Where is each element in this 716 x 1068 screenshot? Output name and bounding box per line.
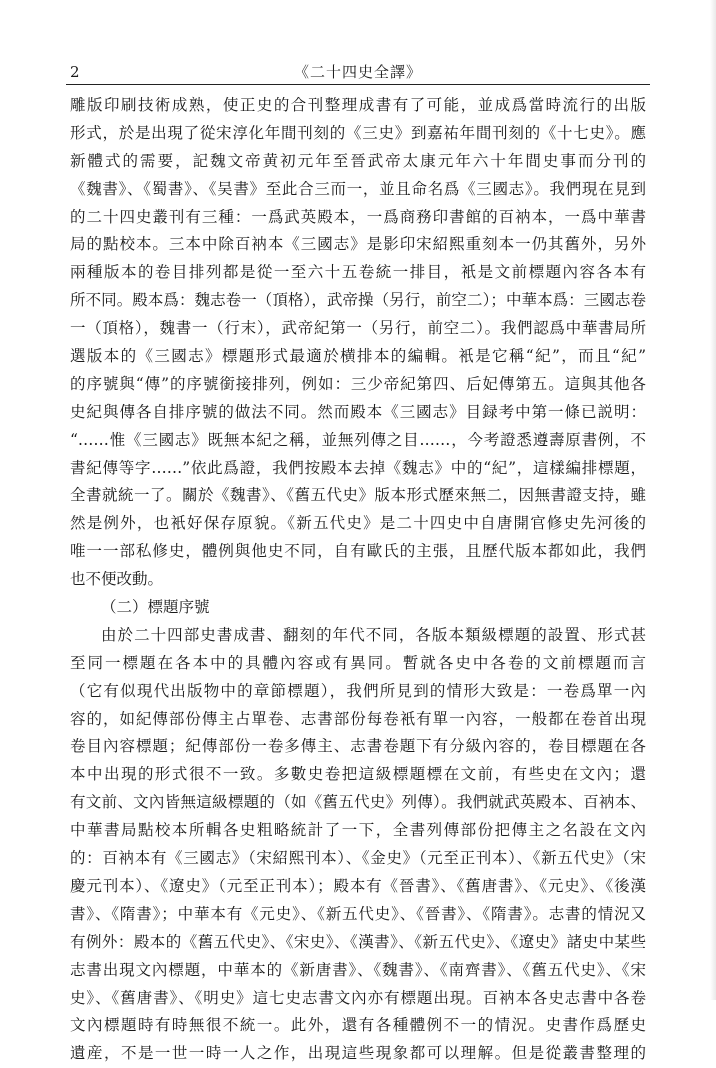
text-line: 的：百衲本有《三國志》（宋紹熙刊本）、《金史》（元至正刊本）、《新五代史》（宋	[70, 849, 646, 868]
text-line: 慶元刊本）、《遼史》（元至正刊本）；殿本有《晉書》、《舊唐書》、《元史》、《後漢	[70, 876, 646, 895]
text-line: 形式，於是出現了從宋淳化年間刊刻的《三史》到嘉祐年間刊刻的《十七史》。應	[70, 123, 646, 142]
text-line: 史紀與傳各自排序號的做法不同。然而殿本《三國志》目録考中第一條已説明：	[70, 402, 646, 421]
text-line: 選版本的《三國志》標題形式最適於横排本的編輯。衹是它稱“紀”，而且“紀”	[70, 347, 646, 366]
text-line: 中華書局點校本所輯各史粗略統計了一下，全書列傳部份把傳主之名設在文內	[70, 821, 646, 840]
running-title: 《二十四史全譯》	[293, 63, 422, 81]
text-line: 史》、《舊唐書》、《明史》這七史志書文內亦有標題出現。百衲本各史志書中各卷	[70, 988, 646, 1007]
page-edge-shadow	[710, 0, 716, 1000]
text-line: 兩種版本的卷目排列都是從一至六十五卷統一排目，衹是文前標題內容各本有	[70, 263, 646, 282]
text-line: 本中出現的形式很不一致。多數史卷把這級標題標在文前，有些史在文內；還	[70, 765, 646, 784]
header-rule	[66, 84, 650, 85]
page-header	[70, 62, 646, 84]
text-line: 容的，如紀傳部份傳主占單卷、志書部份每卷衹有單一內容，一般都在卷首出現	[70, 709, 646, 728]
text-line: 有文前、文內皆無這級標題的（如《舊五代史》列傳）。我們就武英殿本、百衲本、	[70, 793, 646, 812]
text-line: 卷目內容標題；紀傳部份一卷多傳主、志書卷題下有分級內容的，卷目標題在各	[70, 737, 646, 756]
text-line: 也不便改動。	[70, 570, 164, 589]
text-line: 遺産，不是一世一時一人之作，出現這些現象都可以理解。但是從叢書整理的	[70, 1044, 646, 1063]
text-line: 唯一一部私修史，體例與他史不同，自有歐氏的主張，且歷代版本都如此，我們	[70, 542, 646, 561]
text-line: 由於二十四部史書成書、翻刻的年代不同，各版本類級標題的設置、形式甚	[101, 625, 646, 644]
text-line: 全書就統一了。關於《魏書》、《舊五代史》版本形式歷來無二，因無書證支持，雖	[70, 486, 646, 505]
text-line: 《魏書》、《蜀書》、《吴書》至此合三而一，並且命名爲《三國志》。我們現在見到	[70, 179, 646, 198]
text-line: 雕版印刷技術成熟，使正史的合刊整理成書有了可能，並成爲當時流行的出版	[70, 96, 646, 114]
text-line: 一（頂格），魏書一（行末），武帝紀第一（另行，前空二）。我們認爲中華書局所	[70, 319, 646, 338]
text-line: 的序號與“傳”的序號銜接排列，例如：三少帝紀第四、后妃傳第五。這與其他各	[70, 374, 646, 393]
text-line: 文內標題時有時無很不統一。此外，還有各種體例不一的情況。史書作爲歷史	[70, 1016, 646, 1035]
section-heading: （二）標題序號	[101, 598, 210, 617]
text-line: 書》、《隋書》；中華本有《元史》、《新五代史》、《晉書》、《隋書》。志書的情況又	[70, 904, 646, 923]
text-line: 局的點校本。三本中除百衲本《三國志》是影印宋紹熙重刻本一仍其舊外，另外	[70, 235, 646, 254]
text-line: 新體式的需要，記魏文帝黄初元年至晉武帝太康元年六十年間史事而分刊的	[70, 151, 646, 170]
text-line: 志書出現文內標題，中華本的《新唐書》、《魏書》、《南齊書》、《舊五代史》、《宋	[70, 960, 646, 979]
text-line: 然是例外，也衹好保存原貌。《新五代史》是二十四史中自唐開官修史先河後的	[70, 514, 646, 533]
text-line: 書紀傳等字……”依此爲證，我們按殿本去掉《魏志》中的“紀”，這樣編排標題，	[70, 458, 646, 477]
text-line: 的二十四史叢刊有三種：一爲武英殿本，一爲商務印書館的百衲本，一爲中華書	[70, 207, 646, 226]
text-line: 至同一標題在各本中的具體內容或有異同。暫就各史中各卷的文前標題而言	[70, 653, 646, 672]
text-line: 有例外：殿本的《舊五代史》、《宋史》、《漢書》、《新五代史》、《遼史》諸史中某些	[70, 932, 646, 951]
text-line: （它有似現代出版物中的章節標題），我們所見到的情形大致是：一卷爲單一內	[70, 681, 646, 700]
text-line: “……惟《三國志》既無本紀之稱，並無列傳之目……，今考證悉遵壽原書例，不	[70, 430, 646, 449]
text-line: 所不同。殿本爲：魏志卷一（頂格），武帝操（另行，前空二）；中華本爲：三國志卷	[70, 291, 646, 310]
page-number: 2	[70, 63, 80, 81]
body-text	[70, 92, 646, 1068]
